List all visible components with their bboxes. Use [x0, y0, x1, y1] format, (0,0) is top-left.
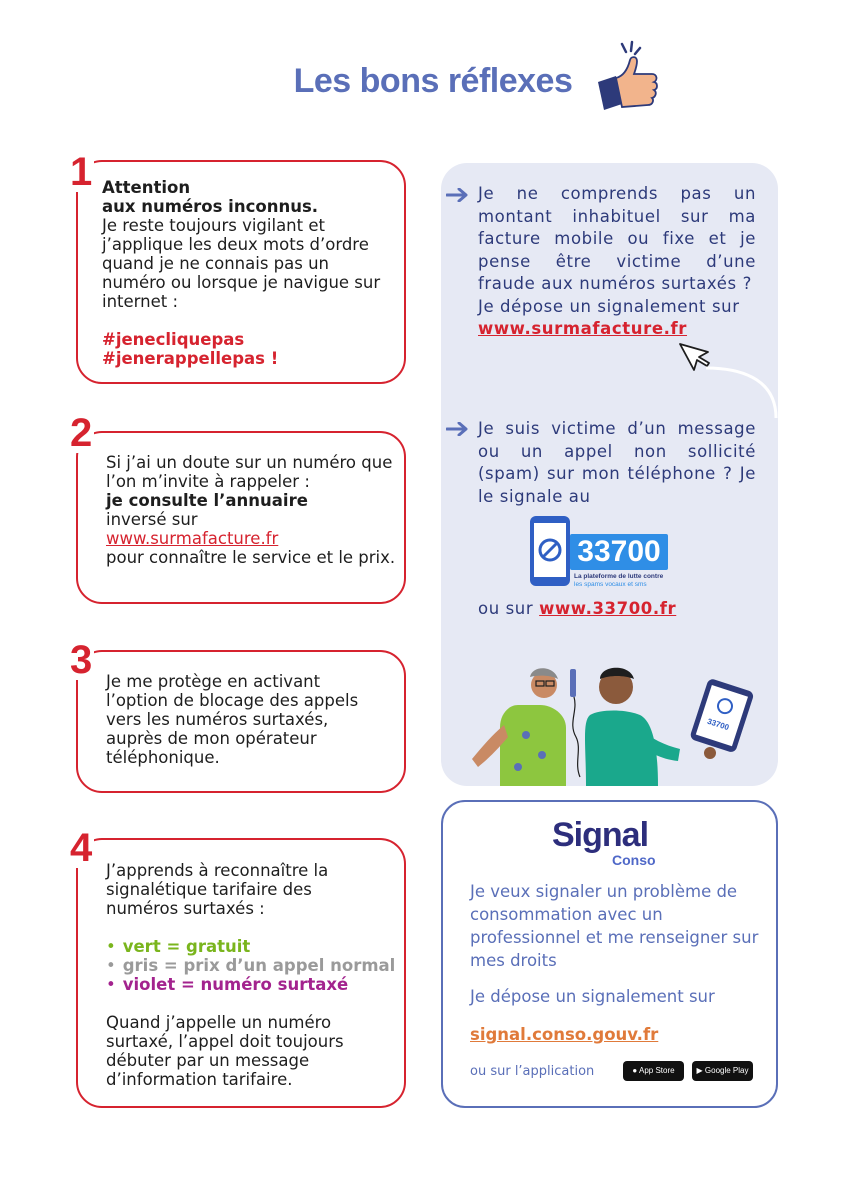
conso-logo: Conso	[612, 852, 656, 868]
cursor-icon	[676, 340, 780, 420]
tip-4-intro: J’apprends à reconnaître la signalétique tarifaire des numéros surtaxés :	[106, 861, 329, 918]
tip-3-body: Je me protège en activant l’option de blocage des appels vers les numéros surtaxés, auprès de mon opérateur téléphonique.	[106, 672, 359, 767]
signal-action: Je dépose un signalement sur	[470, 987, 715, 1006]
tariff-green: vert = gratuit	[122, 937, 251, 956]
panel-or-line	[478, 598, 756, 621]
step-number-4: 4	[70, 826, 93, 870]
panel-1-action: Je dépose un signalement sur	[478, 296, 740, 316]
tip-text-2	[106, 453, 396, 567]
tariff-legend	[106, 937, 396, 994]
tip-2-bold: je consulte l’annuaire	[106, 491, 308, 510]
signal-text: Je veux signaler un problème de consommation avec un professionnel et me renseigner sur mes droits	[470, 882, 759, 970]
tip-text-1	[102, 178, 392, 368]
play-icon: ▶	[696, 1066, 703, 1075]
33700-logo: 33700	[570, 534, 668, 570]
panel-or-text: ou sur	[478, 599, 534, 618]
tip-text-4	[106, 861, 396, 1089]
app-store-badge[interactable]	[623, 1061, 684, 1081]
step-number-2: 2	[70, 411, 93, 455]
33700-caption-1: La plateforme de lutte contre	[574, 573, 664, 580]
tablet-33700-text: 33700	[706, 716, 731, 733]
people-illustration	[470, 655, 760, 786]
google-play-label: Google Play	[704, 1066, 749, 1075]
tip-2-text3: pour connaître le service et le prix.	[106, 548, 396, 567]
panel-2-text: Je suis victime d’un message ou un appel non sollicité (spam) sur mon téléphone ? Je le signale au	[478, 419, 756, 506]
arrow-right-icon-2	[446, 422, 472, 436]
tip-2-text1: Si j’ai un doute sur un numéro que l’on m’invite à rappeler :	[106, 453, 393, 491]
tip-1-heading-line2: aux numéros inconnus.	[102, 197, 319, 216]
signal-link-wrapper	[470, 1023, 658, 1046]
arrow-right-icon	[446, 188, 472, 202]
panel-block-1	[478, 183, 756, 341]
tip-2-text2: inversé sur	[106, 510, 198, 529]
tip-1-heading-line1: Attention	[102, 178, 191, 197]
google-play-badge[interactable]	[692, 1061, 753, 1081]
signal-logo: Signal	[552, 816, 649, 854]
step-number-1: 1	[70, 150, 93, 194]
app-store-label: App Store	[639, 1066, 675, 1075]
33700-caption-2: les spams vocaux et sms	[574, 581, 647, 588]
step-number-3: 3	[70, 638, 93, 682]
tip-4-outro: Quand j’appelle un numéro surtaxé, l’appel doit toujours débuter par un message d’information tarifaire.	[106, 1013, 344, 1089]
apple-icon: ●	[632, 1066, 638, 1075]
tariff-grey: gris = prix d’un appel normal	[122, 956, 396, 975]
hashtag-2: #jenerappellepas !	[102, 349, 279, 368]
surmafacture-panel-link[interactable]: www.surmafacture.fr	[478, 319, 688, 338]
panel-1-text: Je ne comprends pas un montant inhabituel sur ma facture mobile ou fixe et je pense être victime d’une fraude aux numéros surtaxés ?	[478, 184, 756, 293]
surmafacture-link[interactable]: www.surmafacture.fr	[106, 529, 279, 548]
tariff-violet: violet = numéro surtaxé	[122, 975, 349, 994]
tip-1-body: Je reste toujours vigilant et j’applique les deux mots d’ordre quand je ne connais pas un numéro ou lorsque je navigue sur internet :	[102, 216, 381, 311]
phone-icon	[528, 514, 572, 588]
signal-app-text: ou sur l’application	[470, 1064, 595, 1079]
33700-caption	[574, 573, 663, 589]
page-title: Les bons réflexes	[293, 62, 573, 100]
thumbs-up-icon	[592, 36, 664, 112]
signalconso-link[interactable]: signal.conso.gouv.fr	[470, 1025, 659, 1044]
33700-link[interactable]: www.33700.fr	[539, 599, 677, 618]
hashtag-1: #jenecliquepas	[102, 330, 245, 349]
